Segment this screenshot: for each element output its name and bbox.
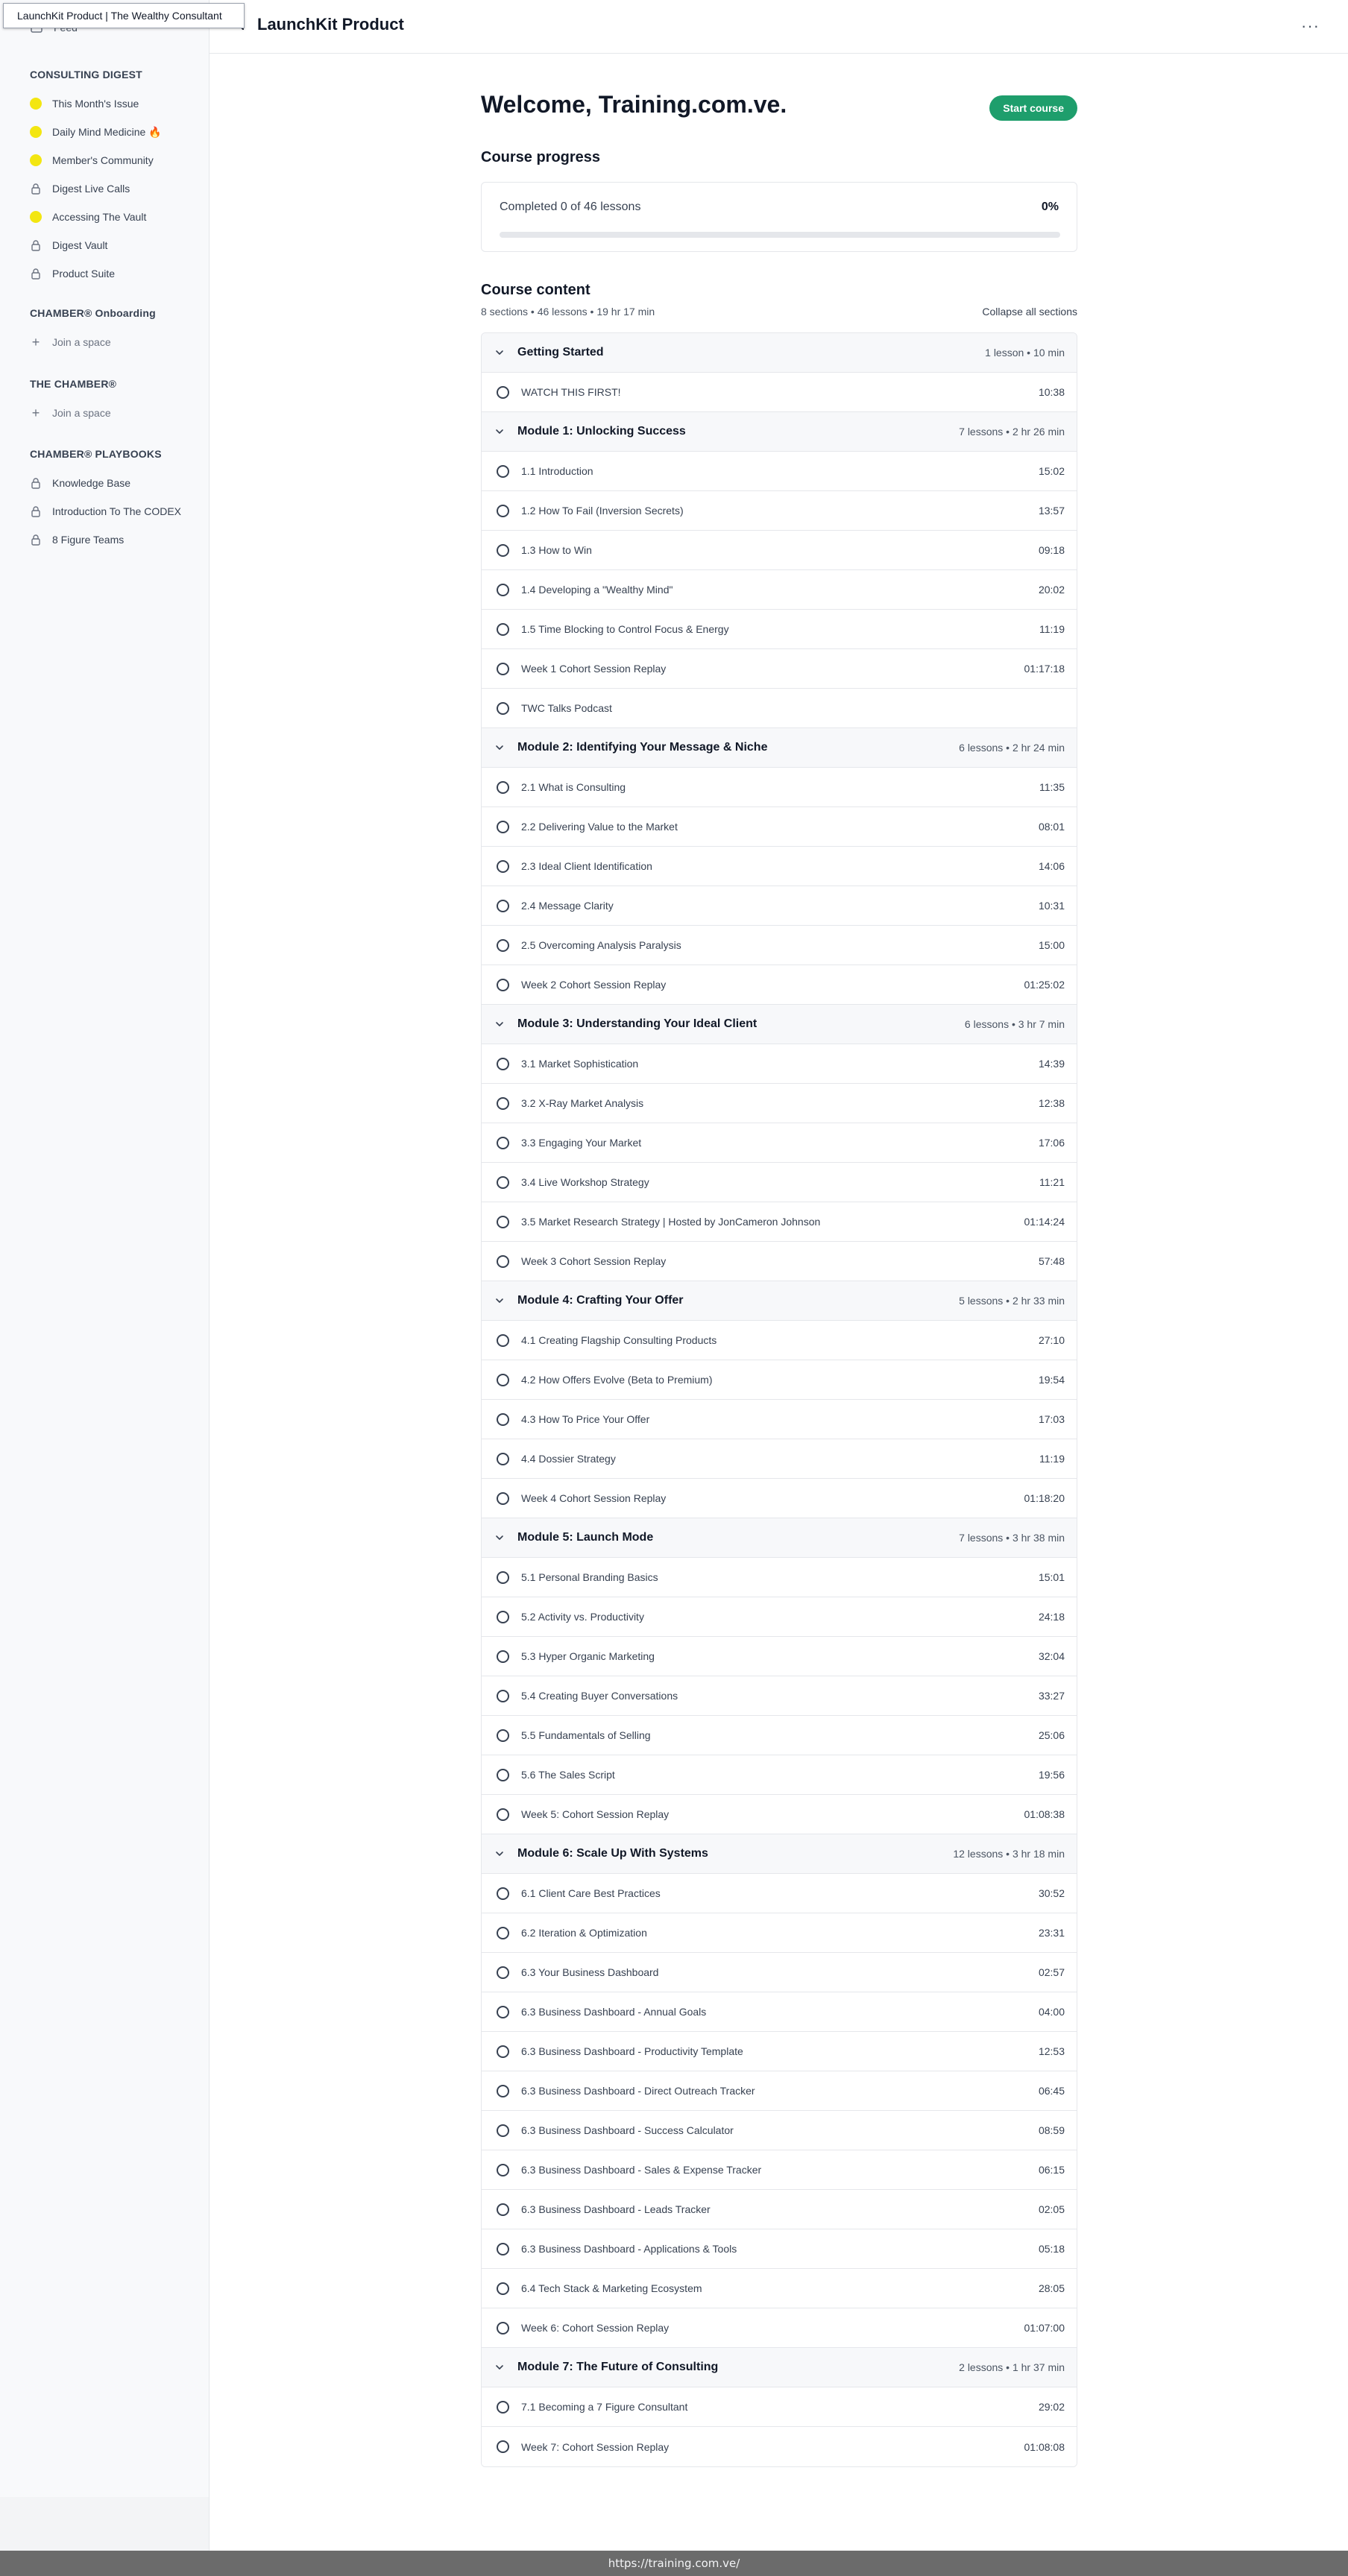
- module-header[interactable]: [482, 1281, 1077, 1321]
- incomplete-circle-icon: [497, 623, 509, 636]
- lesson-duration: 19:56: [1038, 1769, 1065, 1781]
- lesson-title: Week 2 Cohort Session Replay: [521, 979, 667, 991]
- incomplete-circle-icon: [497, 2401, 509, 2414]
- lesson-duration: 02:05: [1038, 2203, 1065, 2215]
- lesson-row[interactable]: [482, 452, 1077, 491]
- lesson-row[interactable]: [482, 1084, 1077, 1123]
- lesson-row[interactable]: [482, 1716, 1077, 1755]
- lesson-duration: 01:08:38: [1024, 1808, 1065, 1820]
- lesson-title: 3.1 Market Sophistication: [521, 1058, 639, 1070]
- lesson-row[interactable]: [482, 768, 1077, 807]
- chevron-down-icon: [495, 1532, 507, 1544]
- lesson-duration: 14:39: [1038, 1058, 1065, 1070]
- lesson-title: 6.4 Tech Stack & Marketing Ecosystem: [521, 2282, 702, 2294]
- lesson-row[interactable]: [482, 1123, 1077, 1163]
- start-course-button[interactable]: Start course: [989, 95, 1077, 121]
- sidebar-item[interactable]: [30, 259, 201, 288]
- page-title: LaunchKit Product: [257, 15, 404, 34]
- module-header[interactable]: [482, 2348, 1077, 2387]
- incomplete-circle-icon: [497, 2164, 509, 2176]
- lesson-row[interactable]: [482, 1163, 1077, 1202]
- incomplete-circle-icon: [497, 702, 509, 715]
- lesson-title: 2.1 What is Consulting: [521, 781, 626, 793]
- lesson-row[interactable]: [482, 570, 1077, 610]
- lesson-row[interactable]: [482, 1558, 1077, 1597]
- lesson-title: TWC Talks Podcast: [521, 702, 612, 714]
- lesson-title: Week 7: Cohort Session Replay: [521, 2440, 670, 2453]
- lock-icon: [30, 477, 42, 489]
- incomplete-circle-icon: [497, 979, 509, 991]
- lesson-duration: 01:08:08: [1024, 2440, 1065, 2453]
- lesson-title: 6.1 Client Care Best Practices: [521, 1887, 661, 1899]
- sidebar-item[interactable]: [30, 469, 201, 497]
- lesson-row[interactable]: [482, 1400, 1077, 1439]
- lesson-duration: 15:00: [1038, 939, 1065, 951]
- lesson-title: 6.3 Business Dashboard - Productivity Template: [521, 2045, 743, 2057]
- lesson-duration: 06:45: [1038, 2085, 1065, 2097]
- lesson-duration: 17:03: [1038, 1413, 1065, 1425]
- incomplete-circle-icon: [497, 1729, 509, 1742]
- lesson-row[interactable]: [482, 886, 1077, 926]
- sidebar-section-heading: CHAMBER® PLAYBOOKS: [30, 448, 162, 460]
- lesson-title: 5.5 Fundamentals of Selling: [521, 1729, 651, 1741]
- lock-icon: [30, 239, 42, 251]
- lesson-row[interactable]: [482, 1321, 1077, 1360]
- lesson-duration: 01:14:24: [1024, 1216, 1065, 1228]
- progress-bar: [500, 232, 1060, 238]
- incomplete-circle-icon: [497, 2085, 509, 2097]
- lesson-row[interactable]: [482, 1044, 1077, 1084]
- chevron-down-icon: [495, 347, 507, 359]
- chevron-down-icon: [495, 1018, 507, 1030]
- sidebar: [0, 0, 210, 2497]
- lesson-duration: 27:10: [1038, 1334, 1065, 1346]
- lesson-duration: 08:01: [1038, 821, 1065, 833]
- plus-icon: +: [31, 405, 40, 420]
- lesson-title: 6.3 Business Dashboard - Direct Outreach Tracker: [521, 2085, 755, 2097]
- sidebar-item-label: Accessing The Vault: [52, 211, 147, 223]
- sidebar-item-label: Daily Mind Medicine 🔥: [52, 125, 162, 138]
- incomplete-circle-icon: [497, 465, 509, 478]
- incomplete-circle-icon: [497, 2322, 509, 2334]
- module-header[interactable]: [482, 1518, 1077, 1558]
- more-options-icon[interactable]: ···: [1301, 16, 1320, 35]
- sidebar-item-label: 8 Figure Teams: [52, 534, 125, 546]
- incomplete-circle-icon: [497, 1966, 509, 1979]
- lesson-title: 2.3 Ideal Client Identification: [521, 860, 652, 872]
- lesson-duration: 08:59: [1038, 2124, 1065, 2136]
- lesson-row[interactable]: [482, 2308, 1077, 2348]
- lesson-row[interactable]: [482, 2427, 1077, 2466]
- lesson-title: Week 4 Cohort Session Replay: [521, 1492, 667, 1504]
- sidebar-item-label: Join a space: [52, 336, 111, 348]
- sidebar-section-heading: THE CHAMBER®: [30, 378, 117, 390]
- lesson-row[interactable]: [482, 1439, 1077, 1479]
- lesson-duration: 29:02: [1038, 2401, 1065, 2413]
- chevron-down-icon: [495, 1848, 507, 1860]
- module-meta: 2 lessons • 1 hr 37 min: [959, 2361, 1065, 2373]
- incomplete-circle-icon: [497, 1690, 509, 1702]
- incomplete-circle-icon: [497, 1137, 509, 1149]
- lesson-row[interactable]: [482, 1242, 1077, 1281]
- lesson-row[interactable]: [482, 926, 1077, 965]
- incomplete-circle-icon: [497, 1334, 509, 1347]
- lesson-row[interactable]: [482, 1202, 1077, 1242]
- status-dot-icon: [30, 126, 42, 138]
- lesson-title: 4.2 How Offers Evolve (Beta to Premium): [521, 1374, 713, 1386]
- status-bar-url: https://training.com.ve/: [0, 2551, 1348, 2576]
- lesson-title: 2.5 Overcoming Analysis Paralysis: [521, 939, 681, 951]
- lock-icon: [30, 505, 42, 517]
- incomplete-circle-icon: [497, 1216, 509, 1228]
- lesson-row[interactable]: [482, 649, 1077, 689]
- lesson-row[interactable]: [482, 2150, 1077, 2190]
- lesson-row[interactable]: [482, 965, 1077, 1005]
- incomplete-circle-icon: [497, 2282, 509, 2295]
- lesson-duration: 11:19: [1039, 1453, 1065, 1465]
- module-meta: 5 lessons • 2 hr 33 min: [959, 1295, 1065, 1307]
- lesson-duration: 01:25:02: [1024, 979, 1065, 991]
- incomplete-circle-icon: [497, 1176, 509, 1189]
- incomplete-circle-icon: [497, 2045, 509, 2058]
- chevron-down-icon: [495, 1295, 507, 1307]
- lesson-row[interactable]: [482, 2387, 1077, 2427]
- lesson-row[interactable]: [482, 689, 1077, 728]
- lesson-row[interactable]: [482, 610, 1077, 649]
- course-content-list: [481, 332, 1077, 2467]
- lesson-title: 2.2 Delivering Value to the Market: [521, 821, 678, 833]
- lesson-duration: 01:17:18: [1024, 663, 1065, 675]
- chevron-down-icon: [495, 742, 507, 754]
- incomplete-circle-icon: [497, 663, 509, 675]
- course-content-heading: Course content: [481, 282, 590, 298]
- lesson-row[interactable]: [482, 2190, 1077, 2229]
- lesson-duration: 12:38: [1038, 1097, 1065, 1109]
- sidebar-item-label: Introduction To The CODEX: [52, 505, 182, 517]
- lesson-title: 1.3 How to Win: [521, 544, 592, 556]
- module-meta: 6 lessons • 2 hr 24 min: [959, 742, 1065, 754]
- lesson-row[interactable]: [482, 1795, 1077, 1834]
- lesson-title: 4.4 Dossier Strategy: [521, 1453, 616, 1465]
- sidebar-section: [30, 66, 201, 288]
- window-title-tooltip: LaunchKit Product | The Wealthy Consultant: [3, 3, 245, 28]
- lesson-title: 5.2 Activity vs. Productivity: [521, 1611, 644, 1623]
- lesson-row[interactable]: [482, 1874, 1077, 1913]
- sidebar-item[interactable]: [30, 497, 201, 525]
- course-progress-heading: Course progress: [481, 149, 601, 165]
- sidebar-item[interactable]: [30, 203, 201, 231]
- sidebar-item[interactable]: [30, 399, 201, 427]
- incomplete-circle-icon: [497, 900, 509, 912]
- lesson-title: 5.1 Personal Branding Basics: [521, 1571, 658, 1583]
- lesson-duration: 09:18: [1038, 544, 1065, 556]
- module-header[interactable]: [482, 728, 1077, 768]
- progress-label: Completed 0 of 46 lessons: [500, 201, 641, 213]
- module-header[interactable]: [482, 1834, 1077, 1874]
- sidebar-section-heading: CHAMBER® Onboarding: [30, 307, 156, 319]
- incomplete-circle-icon: [497, 2203, 509, 2216]
- incomplete-circle-icon: [497, 2440, 509, 2453]
- status-dot-icon: [30, 154, 42, 166]
- welcome-heading: Welcome, Training.com.ve.: [481, 91, 787, 118]
- lesson-title: Week 5: Cohort Session Replay: [521, 1808, 670, 1820]
- sidebar-item[interactable]: [30, 174, 201, 203]
- lesson-duration: 15:01: [1038, 1571, 1065, 1583]
- lesson-title: 6.3 Your Business Dashboard: [521, 1966, 659, 1978]
- sidebar-section: [30, 445, 201, 554]
- lesson-duration: 33:27: [1038, 1690, 1065, 1702]
- lesson-duration: 24:18: [1038, 1611, 1065, 1623]
- lesson-duration: 28:05: [1038, 2282, 1065, 2294]
- module-title: Getting Started: [517, 346, 604, 359]
- lesson-row[interactable]: [482, 1755, 1077, 1795]
- lesson-duration: 01:07:00: [1024, 2322, 1065, 2334]
- lesson-title: Week 3 Cohort Session Replay: [521, 1255, 667, 1267]
- incomplete-circle-icon: [497, 386, 509, 399]
- lesson-row[interactable]: [482, 2032, 1077, 2071]
- lesson-title: 4.1 Creating Flagship Consulting Products: [521, 1334, 717, 1346]
- sidebar-item-label: Knowledge Base: [52, 477, 131, 489]
- lesson-duration: 32:04: [1038, 1650, 1065, 1662]
- lesson-title: 3.3 Engaging Your Market: [521, 1137, 642, 1149]
- status-dot-icon: [30, 211, 42, 223]
- lesson-duration: 05:18: [1038, 2243, 1065, 2255]
- sidebar-item-label: This Month's Issue: [52, 98, 139, 110]
- sidebar-item-label: Member's Community: [52, 154, 154, 166]
- lesson-duration: 17:06: [1038, 1137, 1065, 1149]
- module-meta: 7 lessons • 2 hr 26 min: [959, 426, 1065, 438]
- sidebar-section-heading: CONSULTING DIGEST: [30, 69, 142, 80]
- incomplete-circle-icon: [497, 1058, 509, 1070]
- module-meta: 1 lesson • 10 min: [985, 347, 1065, 359]
- lesson-row[interactable]: [482, 491, 1077, 531]
- lesson-title: WATCH THIS FIRST!: [521, 386, 621, 398]
- lesson-row[interactable]: [482, 1597, 1077, 1637]
- incomplete-circle-icon: [497, 781, 509, 794]
- module-meta: 7 lessons • 3 hr 38 min: [959, 1532, 1065, 1544]
- lesson-duration: 04:00: [1038, 2006, 1065, 2018]
- incomplete-circle-icon: [497, 1927, 509, 1939]
- lesson-duration: 11:19: [1039, 623, 1065, 635]
- plus-icon: +: [31, 335, 40, 350]
- sidebar-item-label: Product Suite: [52, 268, 116, 280]
- incomplete-circle-icon: [497, 1769, 509, 1781]
- incomplete-circle-icon: [497, 584, 509, 596]
- sidebar-item-label: Digest Live Calls: [52, 183, 130, 195]
- lesson-duration: 06:15: [1038, 2164, 1065, 2176]
- lesson-duration: 19:54: [1038, 1374, 1065, 1386]
- lesson-title: 1.5 Time Blocking to Control Focus & Energy: [521, 623, 729, 635]
- module-title: Module 5: Launch Mode: [517, 1531, 654, 1544]
- incomplete-circle-icon: [497, 1374, 509, 1386]
- incomplete-circle-icon: [497, 939, 509, 952]
- lesson-title: 1.1 Introduction: [521, 465, 593, 477]
- lesson-row[interactable]: [482, 2111, 1077, 2150]
- progress-card: [481, 182, 1077, 252]
- sidebar-item[interactable]: [30, 118, 201, 146]
- lesson-title: 5.3 Hyper Organic Marketing: [521, 1650, 655, 1662]
- lesson-title: 6.3 Business Dashboard - Sales & Expense Tracker: [521, 2164, 762, 2176]
- module-title: Module 2: Identifying Your Message & Niche: [517, 741, 768, 754]
- lesson-title: Week 6: Cohort Session Replay: [521, 2322, 670, 2334]
- incomplete-circle-icon: [497, 2243, 509, 2255]
- sidebar-item[interactable]: [30, 146, 201, 174]
- incomplete-circle-icon: [497, 1453, 509, 1465]
- module-header[interactable]: [482, 412, 1077, 452]
- incomplete-circle-icon: [497, 1650, 509, 1663]
- sidebar-item-label: Digest Vault: [52, 239, 108, 251]
- lesson-row[interactable]: [482, 2269, 1077, 2308]
- sidebar-item-label: Join a space: [52, 407, 111, 419]
- module-meta: 12 lessons • 3 hr 18 min: [953, 1848, 1065, 1860]
- module-title: Module 7: The Future of Consulting: [517, 2361, 719, 2373]
- lesson-title: 1.2 How To Fail (Inversion Secrets): [521, 505, 684, 517]
- lesson-row[interactable]: [482, 1637, 1077, 1676]
- incomplete-circle-icon: [497, 1808, 509, 1821]
- sidebar-item[interactable]: [30, 328, 201, 356]
- lesson-duration: 57:48: [1038, 1255, 1065, 1267]
- lesson-row[interactable]: [482, 1479, 1077, 1518]
- incomplete-circle-icon: [497, 1571, 509, 1584]
- lesson-duration: 11:35: [1039, 781, 1065, 793]
- incomplete-circle-icon: [497, 1887, 509, 1900]
- lesson-title: 6.3 Business Dashboard - Annual Goals: [521, 2006, 707, 2018]
- lesson-row[interactable]: [482, 1953, 1077, 1992]
- incomplete-circle-icon: [497, 860, 509, 873]
- lesson-row[interactable]: [482, 2229, 1077, 2269]
- lesson-title: 6.3 Business Dashboard - Applications & Tools: [521, 2243, 737, 2255]
- incomplete-circle-icon: [497, 821, 509, 833]
- lesson-title: 2.4 Message Clarity: [521, 900, 614, 912]
- chevron-down-icon: [495, 426, 507, 438]
- module-header[interactable]: [482, 1005, 1077, 1044]
- lesson-title: 6.3 Business Dashboard - Leads Tracker: [521, 2203, 711, 2215]
- lesson-duration: 15:02: [1038, 465, 1065, 477]
- lesson-duration: 30:52: [1038, 1887, 1065, 1899]
- lesson-duration: 14:06: [1038, 860, 1065, 872]
- lesson-row[interactable]: [482, 1360, 1077, 1400]
- lesson-title: Week 1 Cohort Session Replay: [521, 663, 667, 675]
- module-meta: 6 lessons • 3 hr 7 min: [964, 1018, 1065, 1030]
- lesson-duration: 12:53: [1038, 2045, 1065, 2057]
- sidebar-footer: [0, 2497, 210, 2551]
- module-title: Module 4: Crafting Your Offer: [517, 1294, 684, 1307]
- incomplete-circle-icon: [497, 2006, 509, 2018]
- lesson-row[interactable]: [482, 1913, 1077, 1953]
- lesson-duration: 25:06: [1038, 1729, 1065, 1741]
- sidebar-section: [30, 375, 201, 427]
- module-header[interactable]: [482, 333, 1077, 373]
- lesson-duration: 02:57: [1038, 1966, 1065, 1978]
- module-title: Module 6: Scale Up With Systems: [517, 1847, 708, 1860]
- incomplete-circle-icon: [497, 1492, 509, 1505]
- collapse-all-sections-link[interactable]: Collapse all sections: [982, 306, 1077, 318]
- lesson-title: 7.1 Becoming a 7 Figure Consultant: [521, 2401, 688, 2413]
- lesson-row[interactable]: [482, 373, 1077, 412]
- sidebar-section: [30, 304, 201, 356]
- chevron-down-icon: [495, 2361, 507, 2373]
- lesson-title: 4.3 How To Price Your Offer: [521, 1413, 650, 1425]
- lesson-row[interactable]: [482, 531, 1077, 570]
- lesson-duration: 10:31: [1038, 900, 1065, 912]
- lesson-title: 5.6 The Sales Script: [521, 1769, 615, 1781]
- lesson-duration: 20:02: [1038, 584, 1065, 596]
- lesson-row[interactable]: [482, 1992, 1077, 2032]
- lesson-row[interactable]: [482, 807, 1077, 847]
- incomplete-circle-icon: [497, 1611, 509, 1623]
- incomplete-circle-icon: [497, 1255, 509, 1268]
- sidebar-item[interactable]: [30, 525, 201, 554]
- lesson-duration: 01:18:20: [1024, 1492, 1065, 1504]
- lesson-title: 6.3 Business Dashboard - Success Calculator: [521, 2124, 734, 2136]
- lock-icon: [30, 183, 42, 195]
- sidebar-item[interactable]: [30, 231, 201, 259]
- module-title: Module 1: Unlocking Success: [517, 425, 686, 438]
- lesson-row[interactable]: [482, 1676, 1077, 1716]
- lesson-title: 6.2 Iteration & Optimization: [521, 1927, 647, 1939]
- lock-icon: [30, 534, 42, 546]
- incomplete-circle-icon: [497, 1413, 509, 1426]
- lesson-title: 3.2 X-Ray Market Analysis: [521, 1097, 644, 1109]
- lesson-duration: 10:38: [1038, 386, 1065, 398]
- incomplete-circle-icon: [497, 544, 509, 557]
- lesson-title: 3.5 Market Research Strategy | Hosted by JonCameron Johnson: [521, 1216, 821, 1228]
- incomplete-circle-icon: [497, 2124, 509, 2137]
- lesson-title: 5.4 Creating Buyer Conversations: [521, 1690, 678, 1702]
- lesson-row[interactable]: [482, 2071, 1077, 2111]
- sidebar-item[interactable]: [30, 89, 201, 118]
- incomplete-circle-icon: [497, 1097, 509, 1110]
- status-dot-icon: [30, 98, 42, 110]
- lesson-duration: 13:57: [1038, 505, 1065, 517]
- lesson-title: 3.4 Live Workshop Strategy: [521, 1176, 649, 1188]
- top-header: [210, 0, 1348, 54]
- lesson-row[interactable]: [482, 847, 1077, 886]
- incomplete-circle-icon: [497, 505, 509, 517]
- module-title: Module 3: Understanding Your Ideal Client: [517, 1017, 758, 1030]
- lock-icon: [30, 268, 42, 280]
- lesson-duration: 11:21: [1039, 1176, 1065, 1188]
- course-content-meta: 8 sections • 46 lessons • 19 hr 17 min: [481, 306, 655, 318]
- progress-percent: 0%: [1041, 201, 1059, 213]
- lesson-title: 1.4 Developing a "Wealthy Mind": [521, 584, 673, 596]
- lesson-duration: 23:31: [1038, 1927, 1065, 1939]
